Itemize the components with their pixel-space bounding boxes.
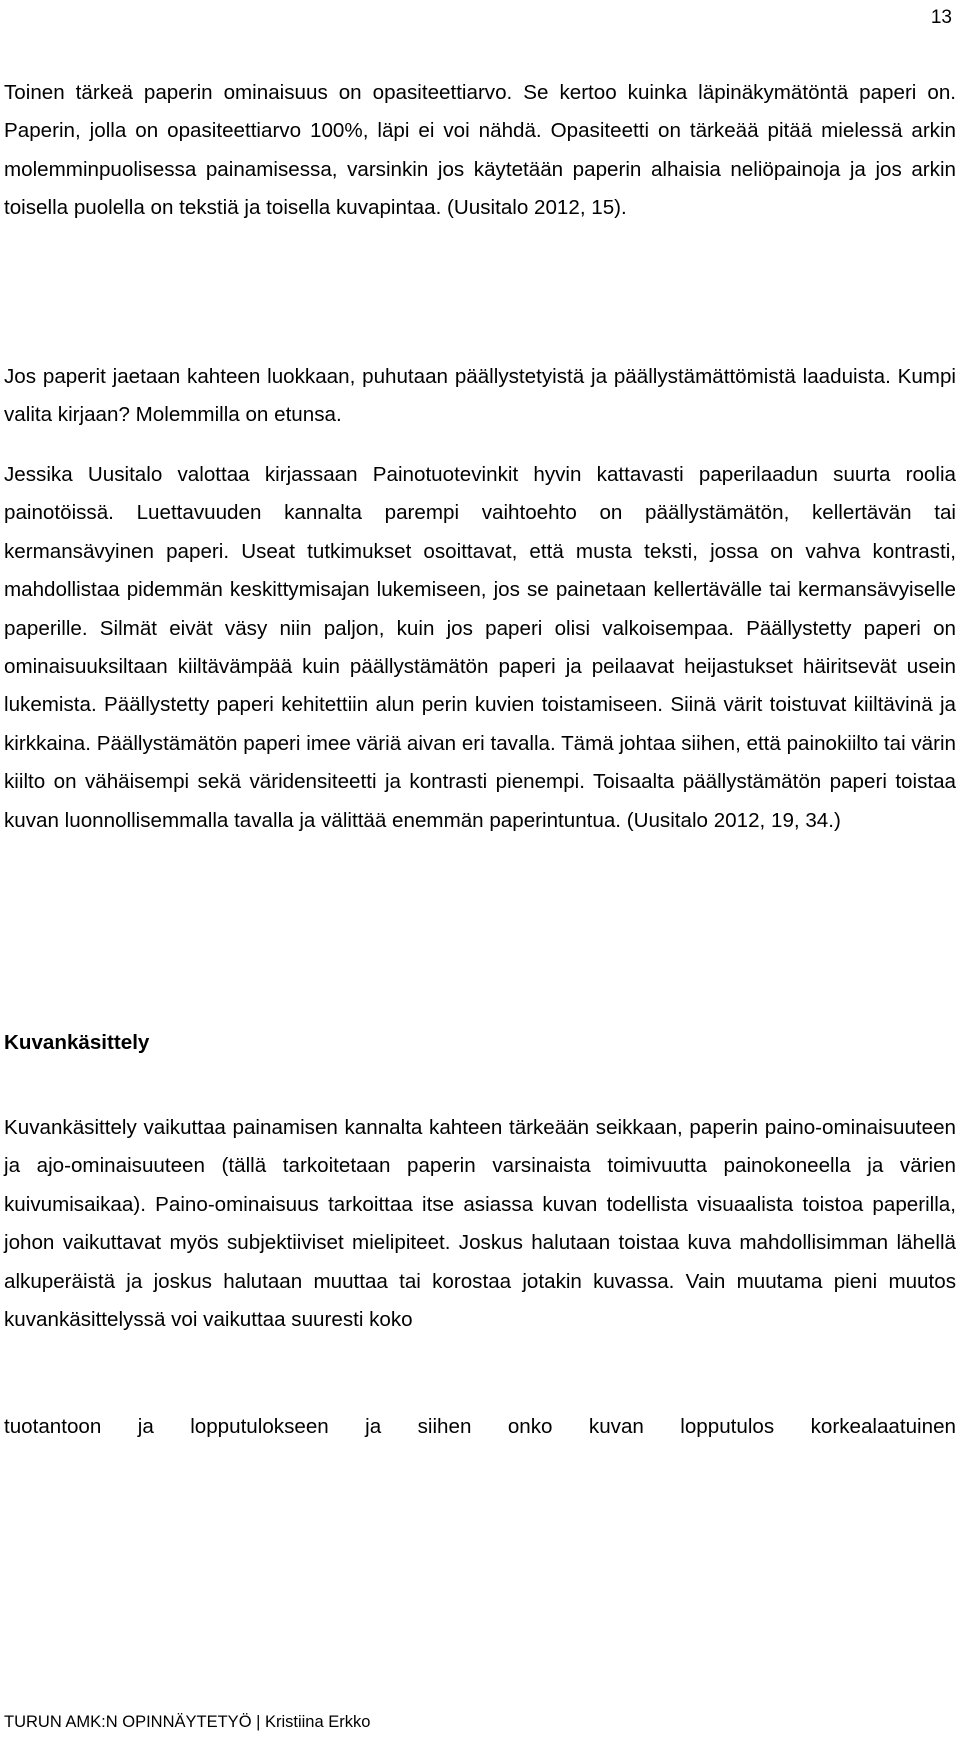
paragraph-text: Jessika Uusitalo valottaa kirjassaan Painotuotevinkit hyvin kattavasti paperilaadun suurta roolia painotöissä. Luettavuuden kannalta parempi vaihtoehto on päällystämätön, kellertävän tai kermansävyinen paperi. Useat tutkimukset osoittavat, että musta teksti, jossa on vahva kontrasti, mahdollistaa pidemmän keskittymisajan lukemiseen, jos se painetaan kellertävälle tai kermansävyiselle paperille. Silmät eivät väsy niin paljon, kuin jos paperi olisi valkoisempaa. Päällystetty paperi on ominaisuuksiltaan kiiltävämpää kuin päällystämätön paperi ja peilaavat heijastukset häiritsevät usein lukemista. Päällystetty paperi kehitettiin alun perin kuvien toistamiseen. Siinä värit toistuvat kiiltävinä ja kirkkaina. Päällystämätön paperi imee väriä aivan eri tavalla. Tämä johtaa siihen, että painokiilto tai värin kiilto on vähäisempi sekä väridensiteetti ja kontrasti pienempi. Toisaalta päällystämätön paperi toistaa kuvan luonnollisemmalla tavalla ja välittää enemmän paperintuntua. (Uusitalo 2012, 19, 34.): [4, 463, 956, 832]
page-footer: TURUN AMK:N OPINNÄYTETYÖ | Kristiina Erkko: [4, 1713, 371, 1731]
paragraph-image-processing: [4, 1109, 956, 1339]
paragraph-opacity: [4, 74, 956, 228]
paragraph-text: Jos paperit jaetaan kahteen luokkaan, puhutaan päällystetyistä ja päällystämättömistä laaduista. Kumpi valita kirjaan? Molemmilla on etunsa.: [4, 365, 956, 427]
paragraph-text: Kuvankäsittely vaikuttaa painamisen kannalta kahteen tärkeään seikkaan, paperin paino-ominaisuuteen ja ajo-ominaisuuteen (tällä tarkoitetaan paperin varsinaista toimivuutta painokoneella ja värien kuivumisaikaa). Paino-ominaisuus tarkoittaa itse asiassa kuvan todellista visuaalista toistoa paperilla, johon vaikuttavat myös subjektiiviset mielipiteet. Joskus halutaan toistaa kuva mahdollisimman lähellä alkuperäistä ja joskus halutaan muuttaa tai korostaa jotakin kuvassa. Vain muutama pieni muutos kuvankäsittelyssä voi vaikuttaa suuresti koko: [4, 1116, 956, 1332]
paragraph-text: tuotantoon ja lopputulokseen ja siihen onko kuvan lopputulos korkealaatuinen: [4, 1415, 956, 1438]
paragraph-text: Toinen tärkeä paperin ominaisuus on opasiteettiarvo. Se kertoo kuinka läpinäkymätöntä paperi on. Paperin, jolla on opasiteettiarvo 100%, läpi ei voi nähdä. Opasiteetti on tärkeää pitää mielessä arkin molemminpuolisessa painamisessa, varsinkin jos käytetään paperin alhaisia neliöpainoja ja jos arkin toisella puolella on tekstiä ja toisella kuvapintaa. (Uusitalo 2012, 15).: [4, 81, 956, 220]
section-heading: Kuvankäsittely: [4, 1031, 150, 1054]
paragraph-continuation: [4, 1408, 956, 1446]
page-number: 13: [930, 7, 952, 28]
paragraph-paper-quality: [4, 456, 956, 840]
paragraph-paper-classes: [4, 358, 956, 435]
